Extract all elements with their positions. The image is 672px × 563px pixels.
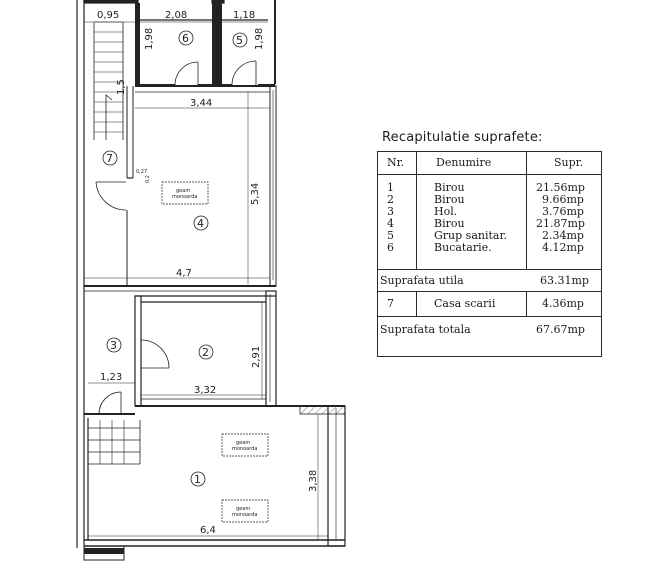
- row-area: 21.87mp: [536, 217, 585, 230]
- room-label-4: 4: [197, 217, 204, 230]
- recap-header-row: [378, 152, 601, 174]
- window-label-room1-top-b: monoarda: [232, 446, 258, 452]
- dim-height-room2: 2,91: [251, 345, 262, 368]
- room-label-7: 7: [106, 152, 113, 165]
- total-value: 67.67mp: [536, 323, 585, 336]
- room-label-2: 2: [202, 346, 209, 359]
- dim-width-hall: 1,23: [100, 372, 123, 383]
- row-nr: 5: [387, 229, 394, 242]
- dim-top-mid: 2,08: [165, 10, 188, 21]
- header-nr: Nr.: [387, 156, 405, 169]
- window-label-room4-a: geam: [176, 188, 191, 194]
- useful-value: 63.31mp: [540, 274, 589, 287]
- row-area: 4.12mp: [542, 241, 584, 254]
- row-name: Bucatarie.: [434, 241, 492, 254]
- room-label-3: 3: [110, 339, 117, 352]
- total-label: Suprafata totala: [380, 323, 471, 336]
- dim-top-left: 0,95: [97, 10, 120, 21]
- stair-area: 4.36mp: [542, 297, 584, 310]
- header-area: Supr.: [554, 156, 584, 169]
- dim-width-room2: 3,32: [194, 385, 217, 396]
- row-nr: 3: [387, 205, 394, 218]
- window-label-room1-top-a: geam: [236, 440, 251, 446]
- row-name: Hol.: [434, 205, 458, 218]
- row-area: 3.76mp: [542, 205, 584, 218]
- stair-nr: 7: [387, 297, 394, 310]
- dim-small-a: 0,27: [136, 169, 148, 175]
- row-nr: 1: [387, 181, 394, 194]
- dim-stair-mark: 1,5: [116, 79, 127, 95]
- row-area: 2.34mp: [542, 229, 584, 242]
- dim-small-b: 0,2: [145, 175, 151, 183]
- dim-width-room4: 3,44: [190, 98, 213, 109]
- useful-label: Suprafata utila: [380, 274, 464, 287]
- row-area: 9.66mp: [542, 193, 584, 206]
- window-label-room1-bottom-b: monoarda: [232, 512, 258, 518]
- dim-height-room1: 3,38: [308, 469, 319, 492]
- room-label-5: 5: [236, 34, 243, 47]
- room-label-1: 1: [194, 473, 201, 486]
- dim-height-6: 1,98: [144, 27, 155, 50]
- window-label-room4-b: monoarda: [172, 194, 198, 200]
- dim-top-right: 1,18: [233, 10, 256, 21]
- dim-height-room4: 5,34: [250, 182, 261, 205]
- window-label-room1-bottom-a: geam: [236, 506, 251, 512]
- row-nr: 6: [387, 241, 394, 254]
- header-name: Denumire: [436, 156, 492, 169]
- dim-width-room1: 6,4: [200, 525, 216, 536]
- row-nr: 4: [387, 217, 394, 230]
- stair-name: Casa scarii: [434, 297, 496, 310]
- row-name: Birou: [434, 181, 465, 194]
- row-name: Birou: [434, 193, 465, 206]
- room-label-6: 6: [182, 32, 189, 45]
- row-name: Birou: [434, 217, 465, 230]
- row-name: Grup sanitar.: [434, 229, 507, 242]
- dim-width-mid: 4,7: [176, 268, 192, 279]
- row-nr: 2: [387, 193, 394, 206]
- recap-title: Recapitulatie suprafete:: [382, 130, 543, 145]
- row-area: 21.56mp: [536, 181, 585, 194]
- recap-table: [377, 151, 602, 357]
- dim-height-5: 1,98: [254, 27, 265, 50]
